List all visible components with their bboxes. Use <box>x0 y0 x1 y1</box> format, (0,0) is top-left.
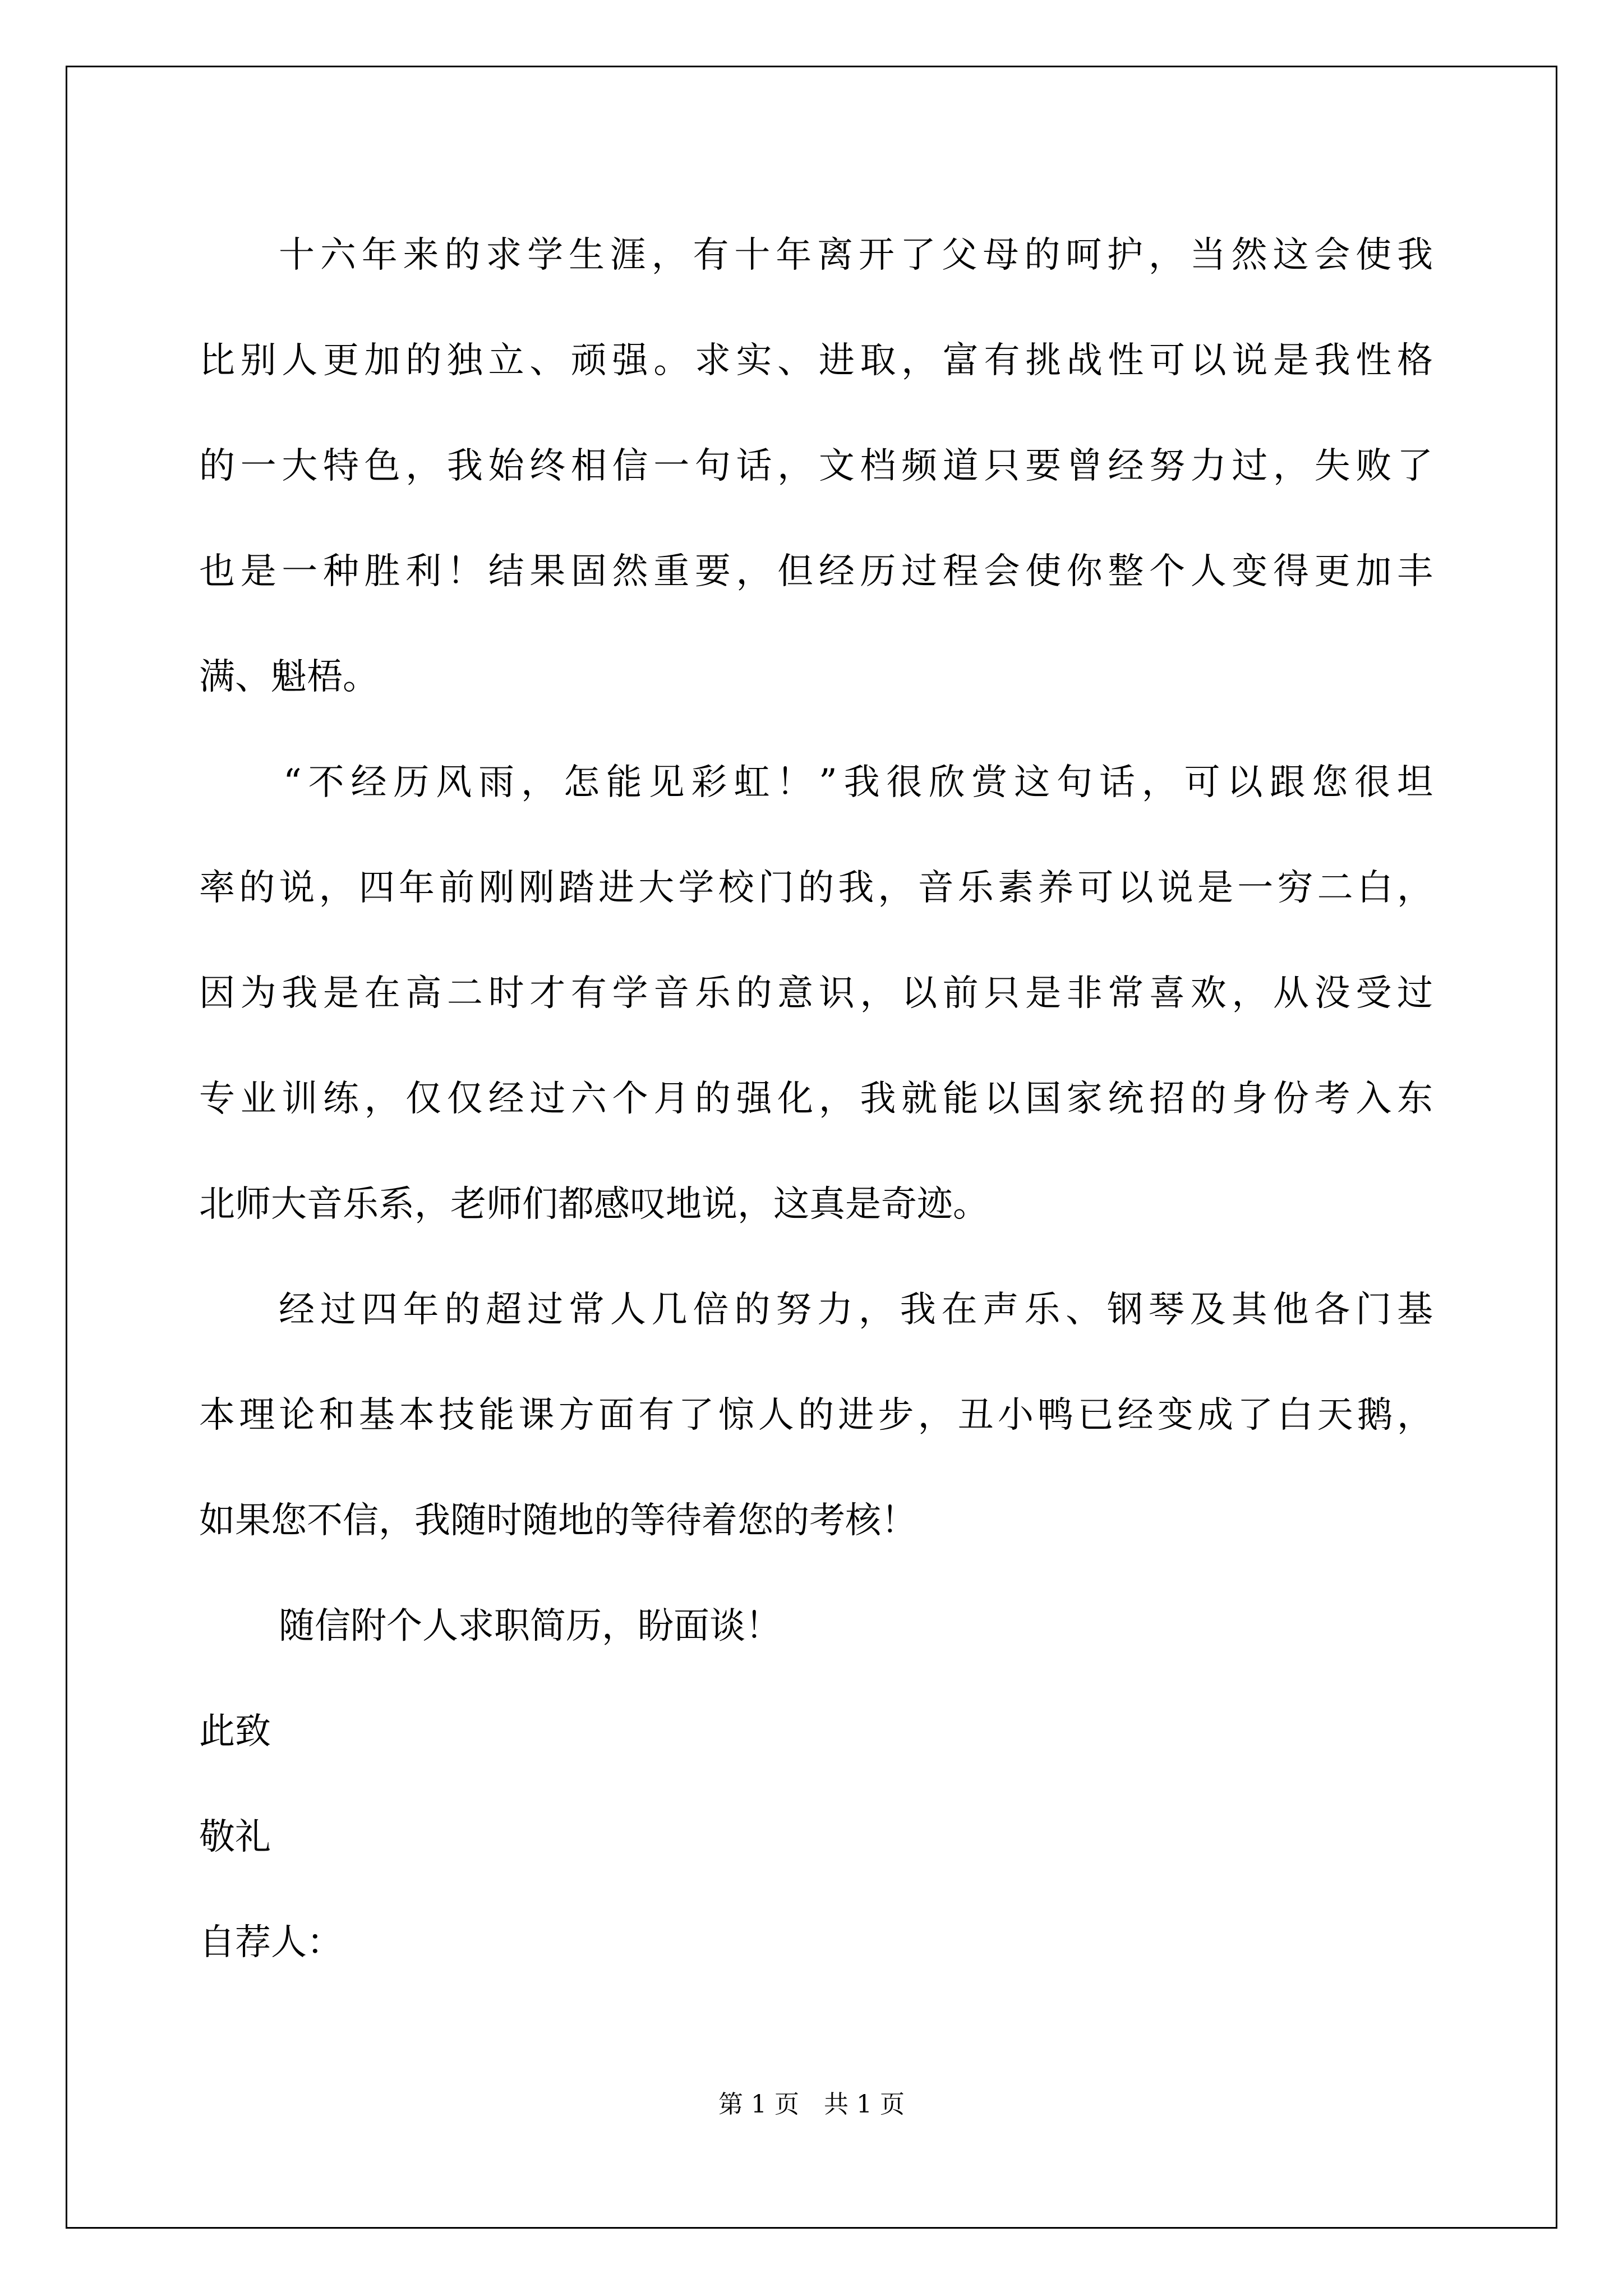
page-number: 第 1 页 共 1 页 <box>718 2090 905 2119</box>
text-line: 专业训练，仅仅经过六个月的强化，我就能以国家统招的身份考入东 <box>199 1078 1433 1120</box>
text-line: 如果您不信，我随时随地的等待着您的考核！ <box>199 1500 917 1542</box>
letter-body <box>199 219 1433 2012</box>
closing-salutation: 此致 <box>199 1711 271 1752</box>
text-line: 因为我是在高二时才有学音乐的意识，以前只是非常喜欢，从没受过 <box>199 973 1433 1014</box>
text-line: 满、魁梧。 <box>199 656 379 698</box>
closing-regards: 敬礼 <box>199 1816 271 1858</box>
text-line: 随信附个人求职简历，盼面谈！ <box>279 1605 781 1647</box>
text-line: 北师大音乐系，老师们都感叹地说，这真是奇迹。 <box>199 1184 989 1225</box>
signature-label: 自荐人： <box>199 1922 343 1963</box>
text-line: 也是一种胜利！结果固然重要，但经历过程会使你整个人变得更加丰 <box>199 551 1433 592</box>
text-line: 经过四年的超过常人几倍的努力，我在声乐、钢琴及其他各门基 <box>279 1289 1433 1331</box>
text-line: 的一大特色，我始终相信一句话，文档频道只要曾经努力过，失败了 <box>199 445 1433 487</box>
text-line: “不经历风雨，怎能见彩虹！”我很欣赏这句话，可以跟您很坦 <box>283 762 1433 803</box>
text-line: 率的说，四年前刚刚踏进大学校门的我，音乐素养可以说是一穷二白， <box>199 867 1433 909</box>
text-line: 十六年来的求学生涯，有十年离开了父母的呵护，当然这会使我 <box>279 234 1433 276</box>
text-line: 本理论和基本技能课方面有了惊人的进步，丑小鸭已经变成了白天鹅， <box>199 1395 1433 1436</box>
text-line: 比别人更加的独立、顽强。求实、进取，富有挑战性可以说是我性格 <box>199 340 1433 381</box>
